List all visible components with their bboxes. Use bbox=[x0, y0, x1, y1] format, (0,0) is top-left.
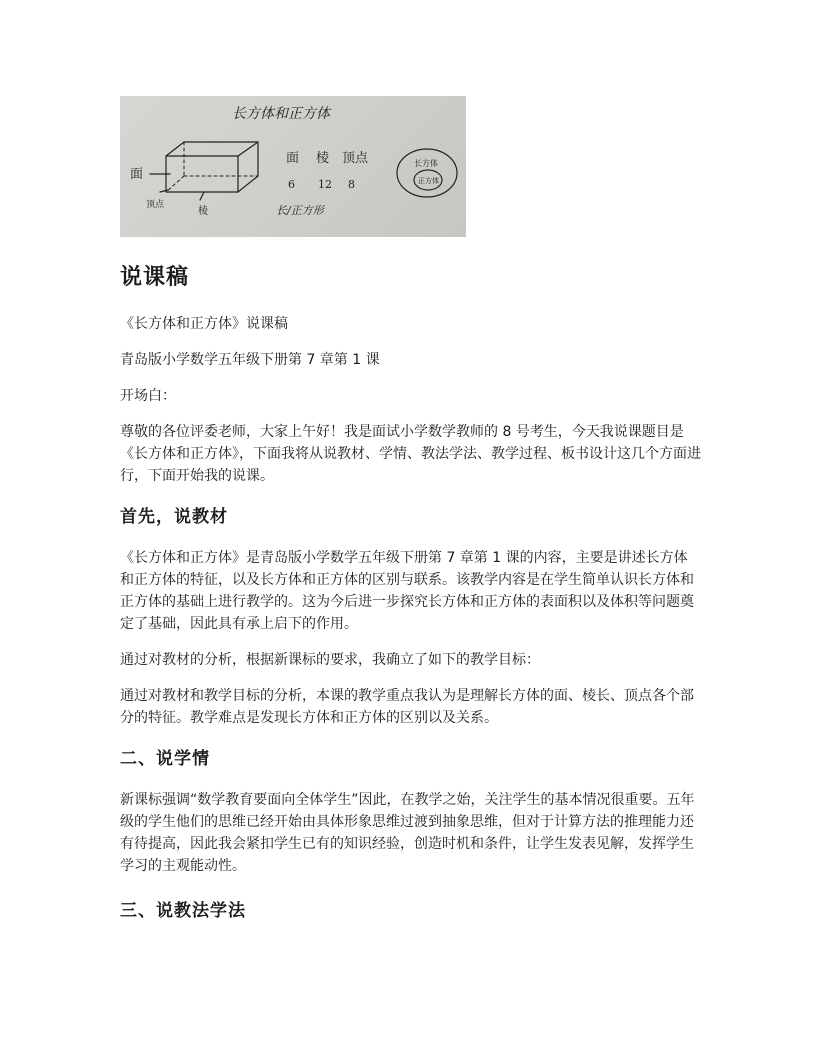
document-page bbox=[120, 96, 710, 923]
handwritten-figure bbox=[120, 96, 466, 237]
document-subtitle: 《长方体和正方体》说课稿 bbox=[120, 316, 288, 332]
figure-header-edge: 棱 bbox=[316, 151, 330, 166]
figure-label-face: 面 bbox=[130, 167, 144, 182]
materials-paragraph-2: 通过对教材的分析，根据新课标的要求，我确立了如下的教学目标： bbox=[120, 652, 540, 668]
figure-header-face: 面 bbox=[286, 151, 300, 166]
figure-title: 长方体和正方体 bbox=[232, 106, 330, 122]
figure-outer-circle-label: 长方体 bbox=[414, 159, 438, 168]
cuboid-front-face bbox=[166, 156, 238, 192]
figure-label-edge: 棱 bbox=[198, 206, 208, 217]
cuboid-top-face bbox=[166, 142, 258, 156]
opening-label: 开场白： bbox=[120, 388, 176, 404]
document-source: 青岛版小学数学五年级下册第 7 章第 1 课 bbox=[120, 352, 380, 368]
figure-header-vertex: 顶点 bbox=[342, 151, 369, 166]
materials-paragraph-1: 《长方体和正方体》是青岛版小学数学五年级下册第 7 章第 1 课的内容，主要是讲述长方体和正方体的特征，以及长方体和正方体的区别与联系。该教学内容是在学生简单认识长方体和正方体的基础上进行教学的。这为今后进一步探究长方体和正方体的表面积以及体积等问题奠定了基础，因此具有承上启下的作用。 bbox=[120, 550, 694, 632]
students-paragraph: 新课标强调“数学教育要面向全体学生”因此，在教学之始，关注学生的基本情况很重要。五年级的学生他们的思维已经开始由具体形象思维过渡到抽象思维，但对于计算方法的推理能力还有待提高，因此我会紧扣学生已有的知识经验，创造时机和条件，让学生发表见解，发挥学生学习的主观能动性。 bbox=[120, 792, 695, 874]
figure-inner-circle-label: 正方体 bbox=[418, 177, 439, 185]
figure-label-vertex: 顶点 bbox=[146, 200, 165, 210]
edge-pointer bbox=[200, 192, 204, 200]
opening-paragraph: 尊敬的各位评委老师，大家上午好！我是面试小学数学教师的 8 号考生，今天我说课题目是《长方体和正方体》，下面我将从说教材、学情、教法学法、教学过程、板书设计这几个方面进行，下面开始我的说课。 bbox=[120, 424, 701, 484]
section-heading-materials: 首先，说教材 bbox=[120, 507, 228, 527]
section-heading-methods: 三、说教法学法 bbox=[120, 901, 246, 921]
materials-paragraph-3: 通过对教材和教学目标的分析，本课的教学重点我认为是理解长方体的面、棱长、顶点各个部分的特征。教学难点是发现长方体和正方体的区别以及关系。 bbox=[120, 688, 694, 726]
figure-count-vertex: 8 bbox=[348, 178, 355, 191]
figure-count-edge: 12 bbox=[318, 178, 332, 191]
figure-relation: 长/正方形 bbox=[276, 204, 324, 217]
figure-count-face: 6 bbox=[288, 178, 295, 191]
cuboid-sketch-image bbox=[120, 96, 466, 237]
document-title: 说课稿 bbox=[120, 265, 190, 290]
section-heading-students: 二、说学情 bbox=[120, 749, 210, 769]
